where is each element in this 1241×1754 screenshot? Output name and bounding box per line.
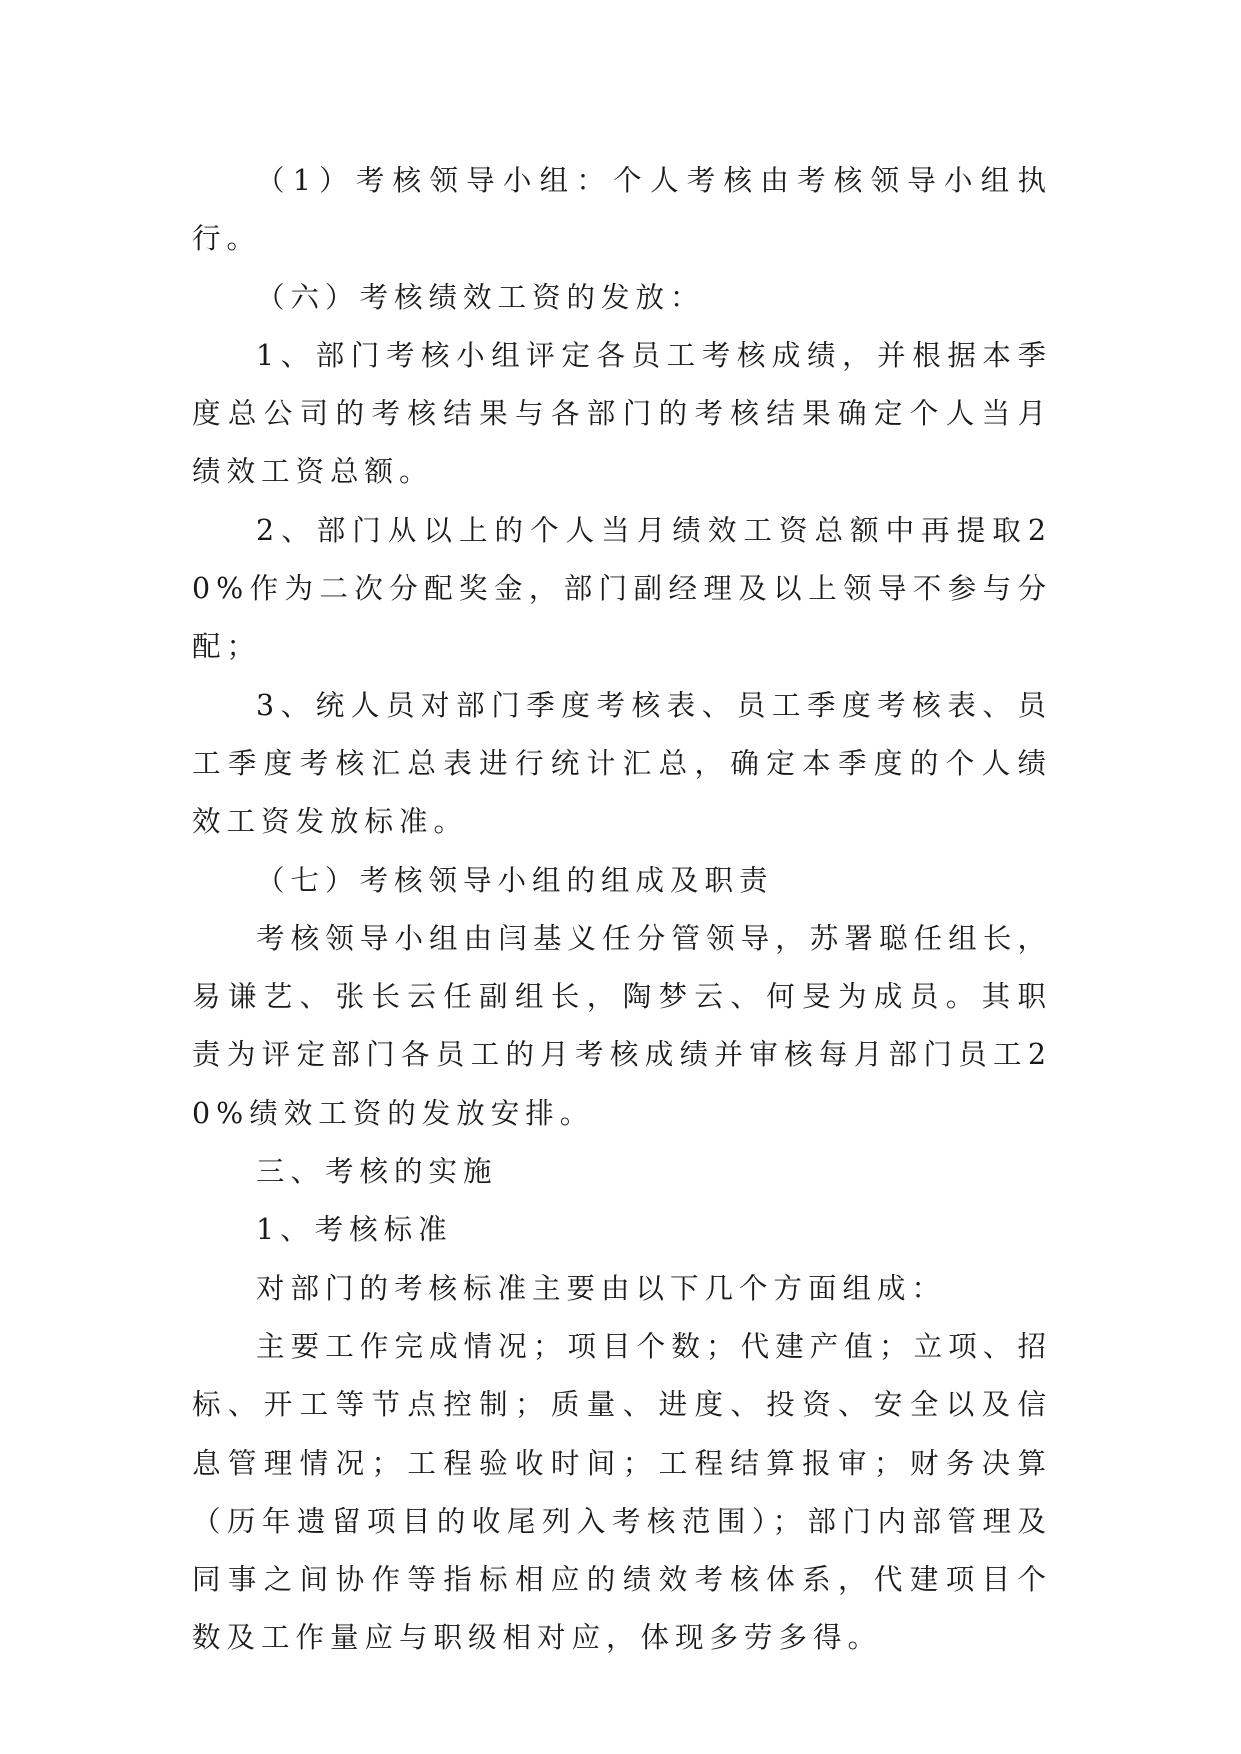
paragraph-leadership-group-members: 考核领导小组由闫基义任分管领导，苏署聪任组长，易谦艺、张长云任副组长，陶梦云、何旻为成员。其职责为评定部门各员工的月考核成绩并审核每月部门员工20%绩效工资的发放安排。: [192, 921, 1052, 1130]
heading-leadership-group-composition: （七）考核领导小组的组成及职责: [256, 863, 774, 897]
document-body: [192, 152, 1052, 1668]
paragraph-distribution-item-2: 2、部门从以上的个人当月绩效工资总额中再提取20%作为二次分配奖金，部门副经理及以上领导不参与分配；: [192, 513, 1052, 664]
paragraph-distribution-item-1: 1、部门考核小组评定各员工考核成绩，并根据本季度总公司的考核结果与各部门的考核结果确定个人当月绩效工资总额。: [192, 338, 1052, 489]
heading-assessment-implementation: 三、考核的实施: [256, 1155, 498, 1189]
heading-assessment-standards: 1、考核标准: [256, 1213, 453, 1247]
heading-performance-pay-distribution: （六）考核绩效工资的发放：: [256, 280, 705, 314]
paragraph-standards-intro: 对部门的考核标准主要由以下几个方面组成：: [256, 1271, 947, 1305]
paragraph-assessment-group-execution: （1）考核领导小组：个人考核由考核领导小组执行。: [192, 164, 1052, 256]
paragraph-standards-details: 主要工作完成情况；项目个数；代建产值；立项、招标、开工等节点控制；质量、进度、投资、安全以及信息管理情况；工程验收时间；工程结算报审；财务决算（历年遗留项目的收尾列入考核范围）；部门内部管理及同事之间协作等指标相应的绩效考核体系，代建项目个数及工作量应与职级相对应，体现多劳多得。: [192, 1329, 1052, 1655]
paragraph-distribution-item-3: 3、统人员对部门季度考核表、员工季度考核表、员工季度考核汇总表进行统计汇总，确定本季度的个人绩效工资发放标准。: [192, 688, 1052, 839]
